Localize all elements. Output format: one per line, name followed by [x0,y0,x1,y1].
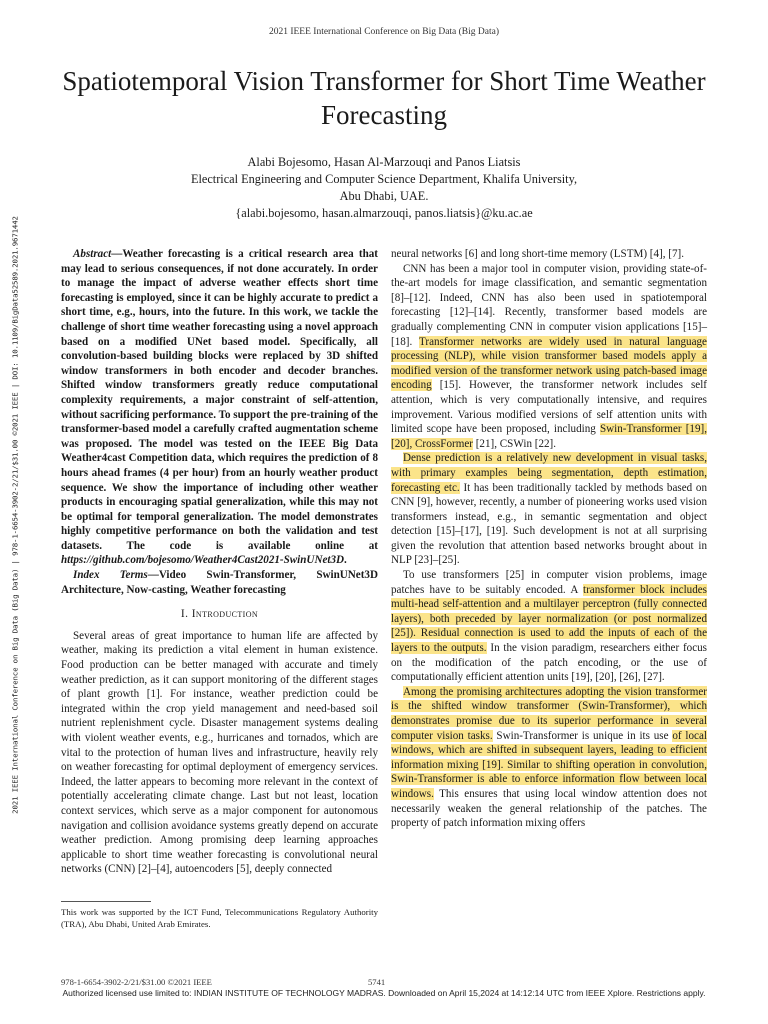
section-heading-introduction [61,607,378,622]
index-terms-label: Index Terms [73,569,148,582]
text-span: Swin-Transformer is unique in its use [492,729,673,742]
author-block [0,154,768,222]
abstract-text: —Weather forecasting is a critical research area that may lead to serious consequences, if not done accurately. In order to manage the impact of adverse weather effects short time forecasting is employed, since it can be highly accurate to predict a short time, e.g., hours, into the future. In this work, we tackle the challenge of short time weather forecasting using a novel approach based on a modified UNet based model. Specifically, all convolution-based building blocks were replaced by 3D shifted window transformers in both encoder and decoder branches. Shifted window transformers greatly reduce computational complexity requirements, a major constraint of self-attention, without sacrificing performance. To support the pre-training of the transformer-based model a carefully crafted augmentation scheme was proposed. The model was tested on the IEEE Big Data Weather4cast Competition data, which requires the prediction of 8 hours ahead frames (4 per hour) from an hourly weather product sequence. We show the importance of including other weather products in encouraging spatial generalization, while this may not be optimal for temporal generalization. The model demonstrates highly competitive performance on both the validation and test datasets. The code is available online at [61,248,378,552]
right-paragraph-4 [391,685,707,831]
left-column [61,247,378,877]
text-span: To use transformers [25] in computer vision problems, image patches have to be suitably encoded. A [391,569,707,596]
text-span: It has been traditionally tackled by methods based on CNN [9], however, recently, a number of pioneering works used vision transformers instead, e.g., in semantic segmentation and object detection [15]–[17], [19]. Such development is not at all surprising given the revolution that attention based networks brought about in NLP [23]–[25]. [391,481,708,567]
highlighted-span: of local windows, which are shifted in subsequent layers, leading to efficient information mixing [19]. Similar to shifting operation in convolution, Swin-Transformer is able to enforce information flow between local windows. [391,729,707,800]
side-metadata-strip [8,196,22,834]
right-column [391,247,707,831]
abstract-label: Abstract [73,248,112,260]
highlighted-span: transformer block includes multi-head self-attention and a multilayer perceptron (fully connected layers), both preceded by layer normalization (or post normalized [25]). Residual connection is used to add the inputs of each of the layers to the outputs. [391,583,707,655]
highlighted-span: Dense prediction is a relatively new development in visual tasks, with primary examples being segmentation, depth estimation, forecasting etc. [391,452,707,494]
intro-paragraph-1: Several areas of great importance to human life are affected by weather, making its prediction a vital element in human existence. Food production can be better managed with accurate and timely weather prediction, as it can support monitoring of the different stages of plant growth [1]. For instance, weather prediction could be integrated within the crop yield management and need-based soil nutrient replenishment cycle. Disaster management systems dealing with violent weather events, e.g., hurricanes and tornados, which are vital to the protection of human lives and infrastructure, heavily rely on weather forecasting for optimal deployment of emergency services. Indeed, the latter appears to becoming more relevant in the context of potentially accelerating climate change. Last but not least, location context services, which serve as a major component for autonomous navigation and collision avoidance systems greatly depend on accurate weather prediction. Among promising deep learning approaches applicable to short time weather forecasting is convolutional neural networks (CNN) [2]–[4], autoencoders [5], deeply connected [61,629,378,876]
paper-title: Spatiotemporal Vision Transformer for Short Time Weather Forecasting [62,66,706,130]
abstract [61,247,378,568]
page-number: 5741 [368,977,386,987]
text-span: In the vision paradigm, researchers either focus on the modification of the patch encoding, or the use of computationally efficient attention units [19], [20], [26], [27]. [391,642,708,684]
code-repo-link[interactable]: https://github.com/bojesomo/Weather4Cast2021-SwinUNet3D [61,554,345,567]
funding-footnote: This work was supported by the ICT Fund, Telecommunications Regulatory Authority (TRA), Abu Dhabi, United Arab Emirates. [61,907,378,929]
highlighted-span: Transformer networks are widely used in natural language processing (NLP), while vision transformer based models apply a modified version of the transformer network using patch-based image encoding [391,335,707,392]
text-span: This ensures that using local window attention does not necessarily weaken the general relationship of the patches. The property of patch information mixing offers [391,787,707,830]
index-terms [61,568,378,597]
section-name: Introduction [191,608,259,621]
text-span: [15]. However, the transformer network includes self attention, which is very computationally intensive, and requires improvement. Various modified versions of self attention units with limited scope have been proposed, including [391,379,707,436]
right-paragraph-3 [391,568,707,685]
highlighted-span: Swin-Transformer [19], [20], CrossFormer [391,423,707,450]
footer-isbn: 978-1-6654-3902-2/21/$31.00 ©2021 IEEE [61,977,212,987]
text-span: CNN has been a major tool in computer vision, providing state-of-the-art models for image classification, and semantic segmentation [8]–[12]. Indeed, CNN has also been used in spatiotemporal forecasting [12]–[14]. Recently, transformer based models are gradually complementing CNN in computer vision applications [15]–[18]. [391,262,707,348]
author-names: Alabi Bojesomo, Hasan Al-Marzouqi and Panos Liatsis [247,155,521,169]
text-span: [21], CSWin [22]. [472,437,557,450]
affiliation-line-2: Abu Dhabi, UAE. [339,189,429,203]
section-number: I. [180,608,189,621]
index-terms-text: —Video Swin-Transformer, SwinUNet3D Architecture, Now-casting, Weather forecasting [61,569,378,596]
author-emails: {alabi.bojesomo, hasan.almarzouqi, panos.liatsis}@ku.ac.ae [235,206,533,220]
license-notice: Authorized licensed use limited to: INDIAN INSTITUTE OF TECHNOLOGY MADRAS. Downloaded on April 15,2024 at 14:12:14 UTC from IEEE Xplore. Restrictions apply. [62,988,706,998]
right-paragraph-1 [391,262,707,452]
right-paragraph-2 [391,451,707,568]
side-metadata-text: 2021 IEEE International Conference on Big Data (Big Data) | 978-1-6654-3902-2/21/$31.00 ©2021 IEEE | DOI: 10.1109/BigData52589.2021.9671442 [10,216,20,814]
abstract-end: . [344,554,347,567]
right-paragraph-0: neural networks [6] and long short-time memory (LSTM) [4], [7]. [391,248,684,260]
affiliation-line-1: Electrical Engineering and Computer Science Department, Khalifa University, [190,172,578,186]
conference-header: 2021 IEEE International Conference on Big Data (Big Data) [268,27,500,37]
highlighted-span: Among the promising architectures adopting the vision transformer is the shifted window transformer (Swin-Transformer), which demonstrates promise due to its superior performance in several computer vision tasks. [391,685,707,742]
